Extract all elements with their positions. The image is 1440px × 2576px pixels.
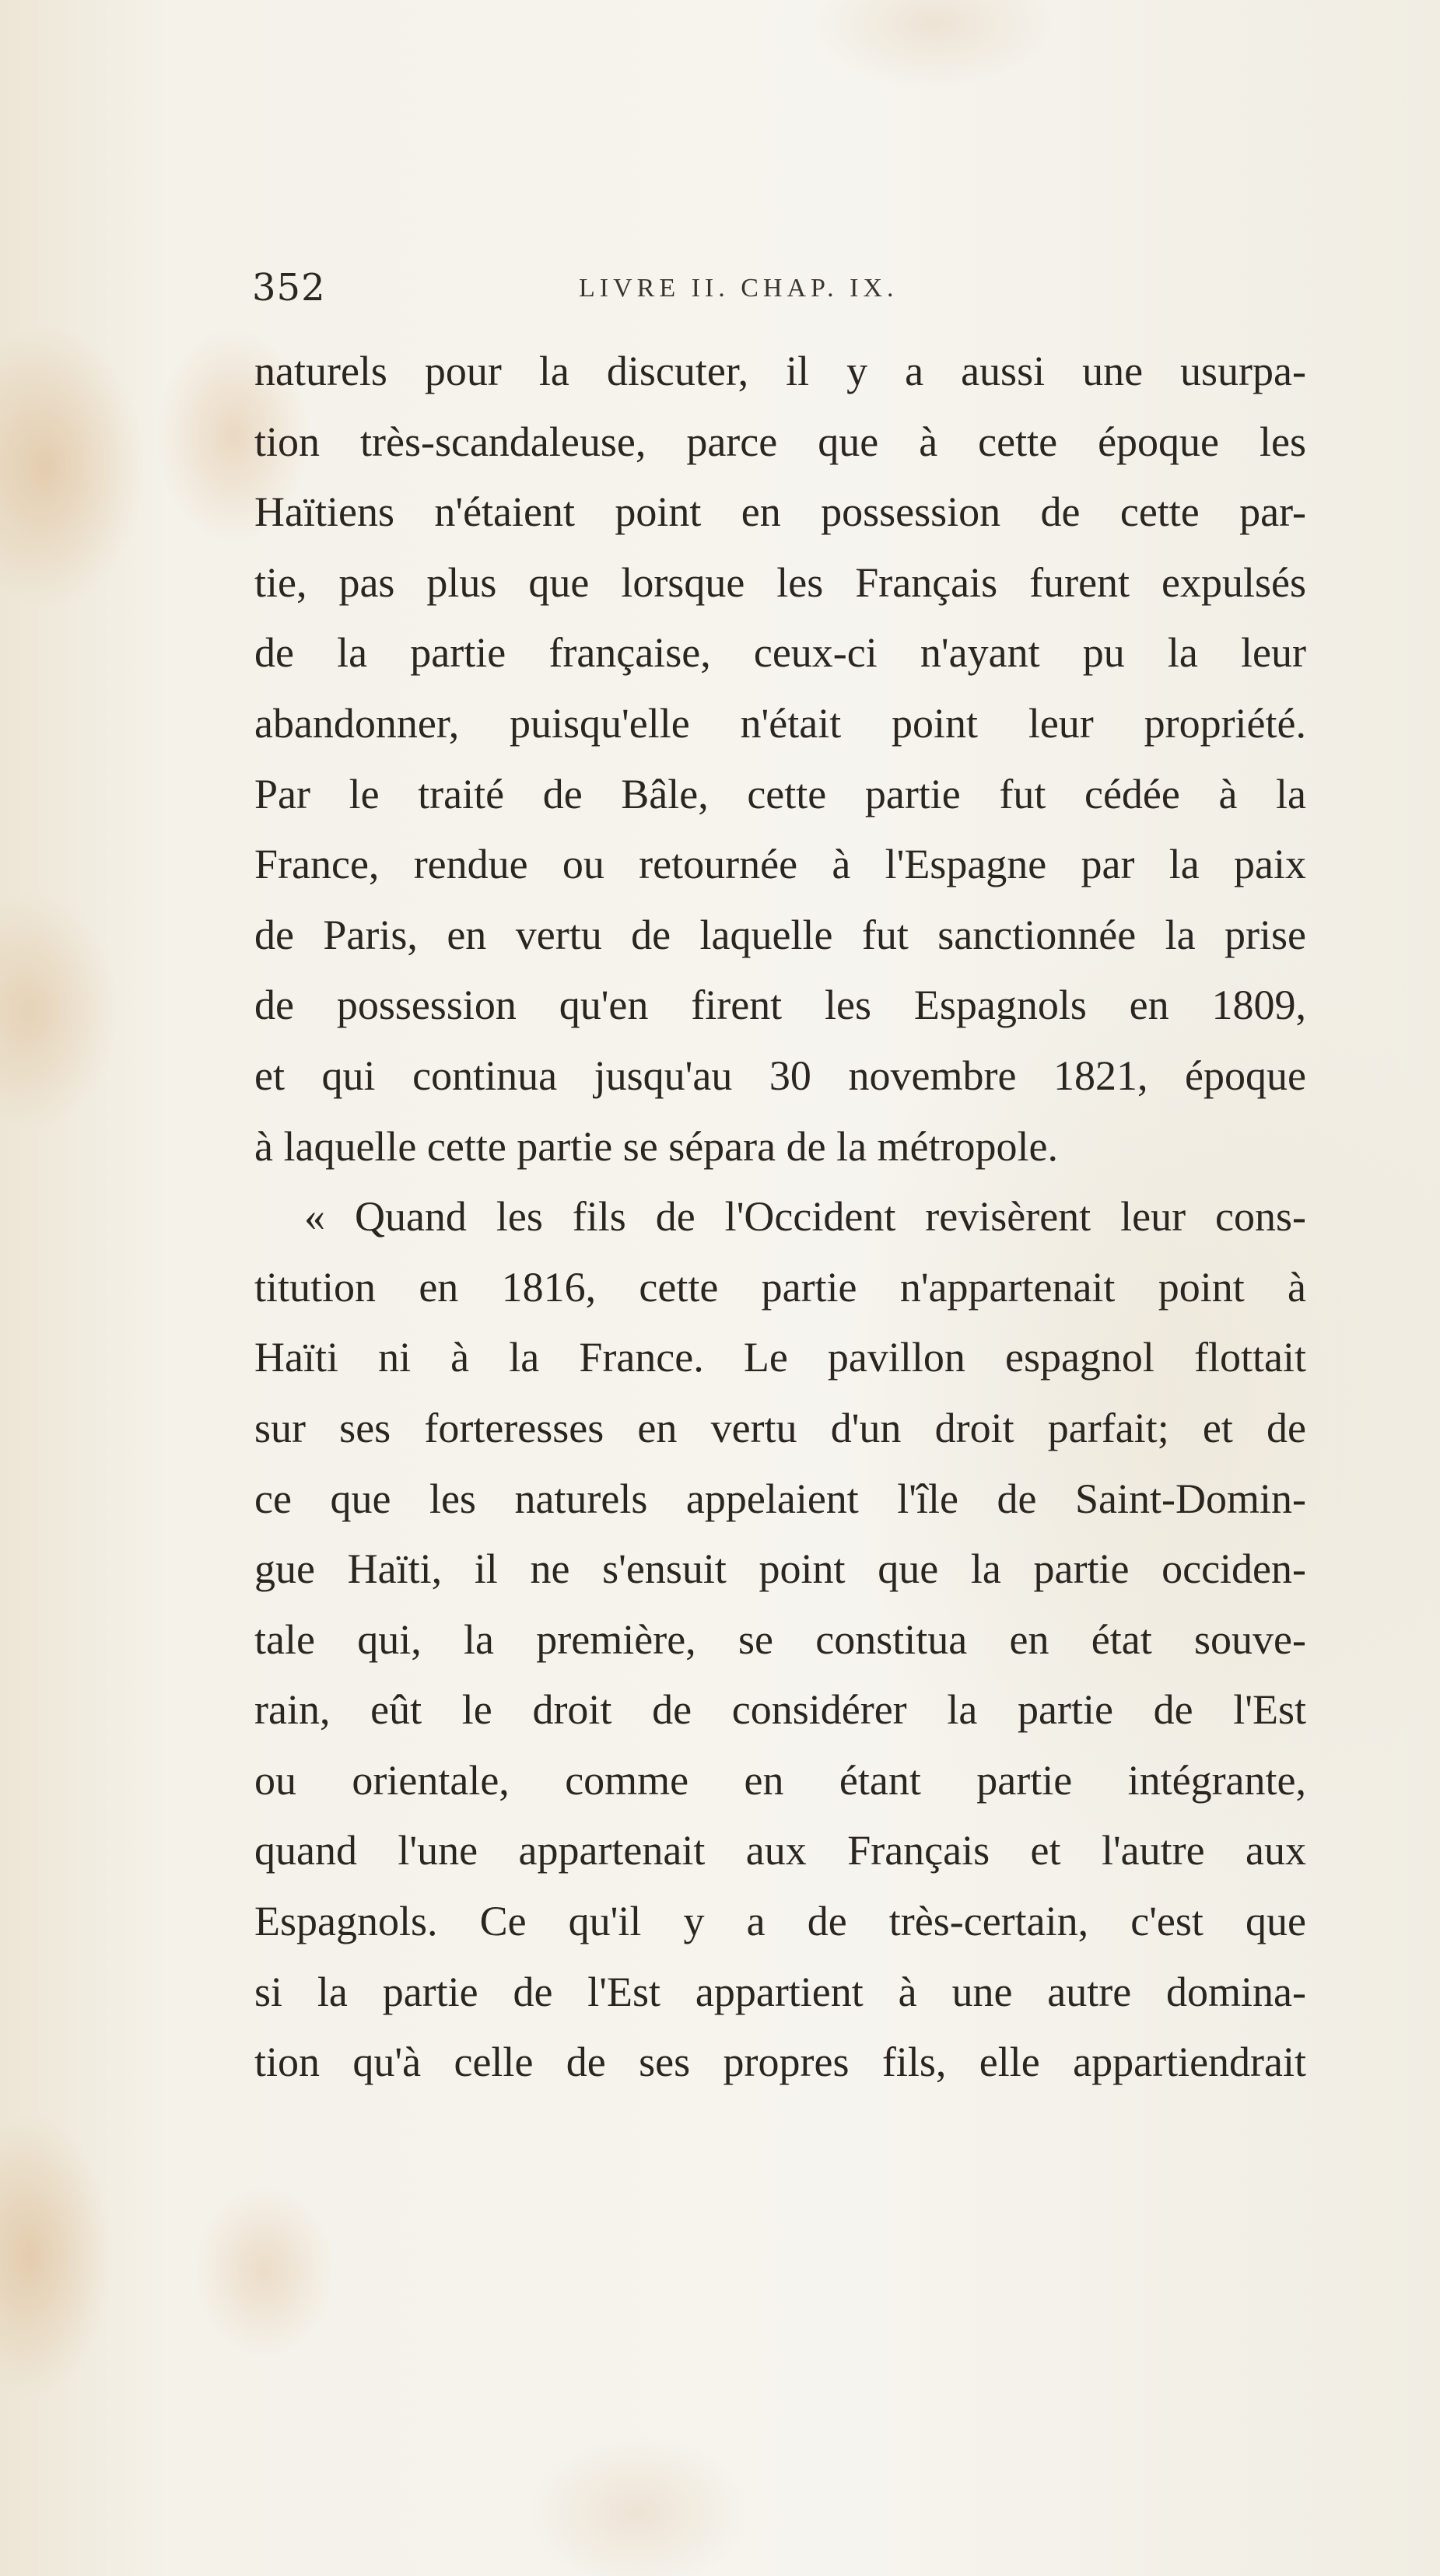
text-line: Haïtiens n'étaient point en possession de cette par- <box>254 488 1306 536</box>
text-line: de possession qu'en firent les Espagnols en 1809, <box>254 982 1306 1029</box>
text-line: tale qui, la première, se constitua en état souve- <box>254 1615 1306 1663</box>
text-line: titution en 1816, cette partie n'appartenait point à <box>254 1263 1306 1311</box>
text-line: gue Haïti, il ne s'ensuit point que la partie occiden- <box>254 1545 1306 1593</box>
text-line: de la partie française, ceux-ci n'ayant pu la leur <box>254 629 1306 677</box>
text-line: Espagnols. Ce qu'il y a de très-certain, c'est que <box>254 1898 1306 1945</box>
text-line: tion qu'à celle de ses propres fils, elle appartiendrait <box>254 2039 1306 2086</box>
text-line: de Paris, en vertu de laquelle fut sanctionnée la prise <box>254 911 1306 958</box>
text-line: tion très-scandaleuse, parce que à cette époque les <box>254 418 1306 465</box>
text-line: France, rendue ou retournée à l'Espagne par la paix <box>254 841 1306 888</box>
text-line: quand l'une appartenait aux Français et l'autre aux <box>254 1827 1306 1874</box>
body-text <box>254 336 1306 2098</box>
text-line: ou orientale, comme en étant partie intégrante, <box>254 1756 1306 1804</box>
text-line: « Quand les fils de l'Occident revisèrent leur cons- <box>304 1193 1306 1241</box>
text-line: et qui continua jusqu'au 30 novembre 1821, époque <box>254 1052 1306 1099</box>
page-header <box>252 266 1310 313</box>
text-line: abandonner, puisqu'elle n'était point leur propriété. <box>254 699 1306 747</box>
text-line: à laquelle cette partie se sépara de la métropole. <box>254 1122 1058 1170</box>
text-line: Haïti ni à la France. Le pavillon espagnol flottait <box>254 1334 1306 1381</box>
text-line: naturels pour la discuter, il y a aussi une usurpa- <box>254 348 1306 394</box>
text-line: si la partie de l'Est appartient à une autre domina- <box>254 1968 1306 2015</box>
text-line: Par le traité de Bâle, cette partie fut cédée à la <box>254 770 1306 817</box>
running-head: LIVRE II. CHAP. IX. <box>579 274 899 303</box>
text-line: ce que les naturels appelaient l'île de Saint-Domin- <box>254 1475 1306 1522</box>
page-number: 352 <box>252 266 326 310</box>
text-line: tie, pas plus que lorsque les Français furent expulsés <box>254 558 1306 606</box>
text-line: sur ses forteresses en vertu d'un droit parfait; et de <box>254 1404 1306 1451</box>
text-line: rain, eût le droit de considérer la partie de l'Est <box>254 1686 1306 1734</box>
